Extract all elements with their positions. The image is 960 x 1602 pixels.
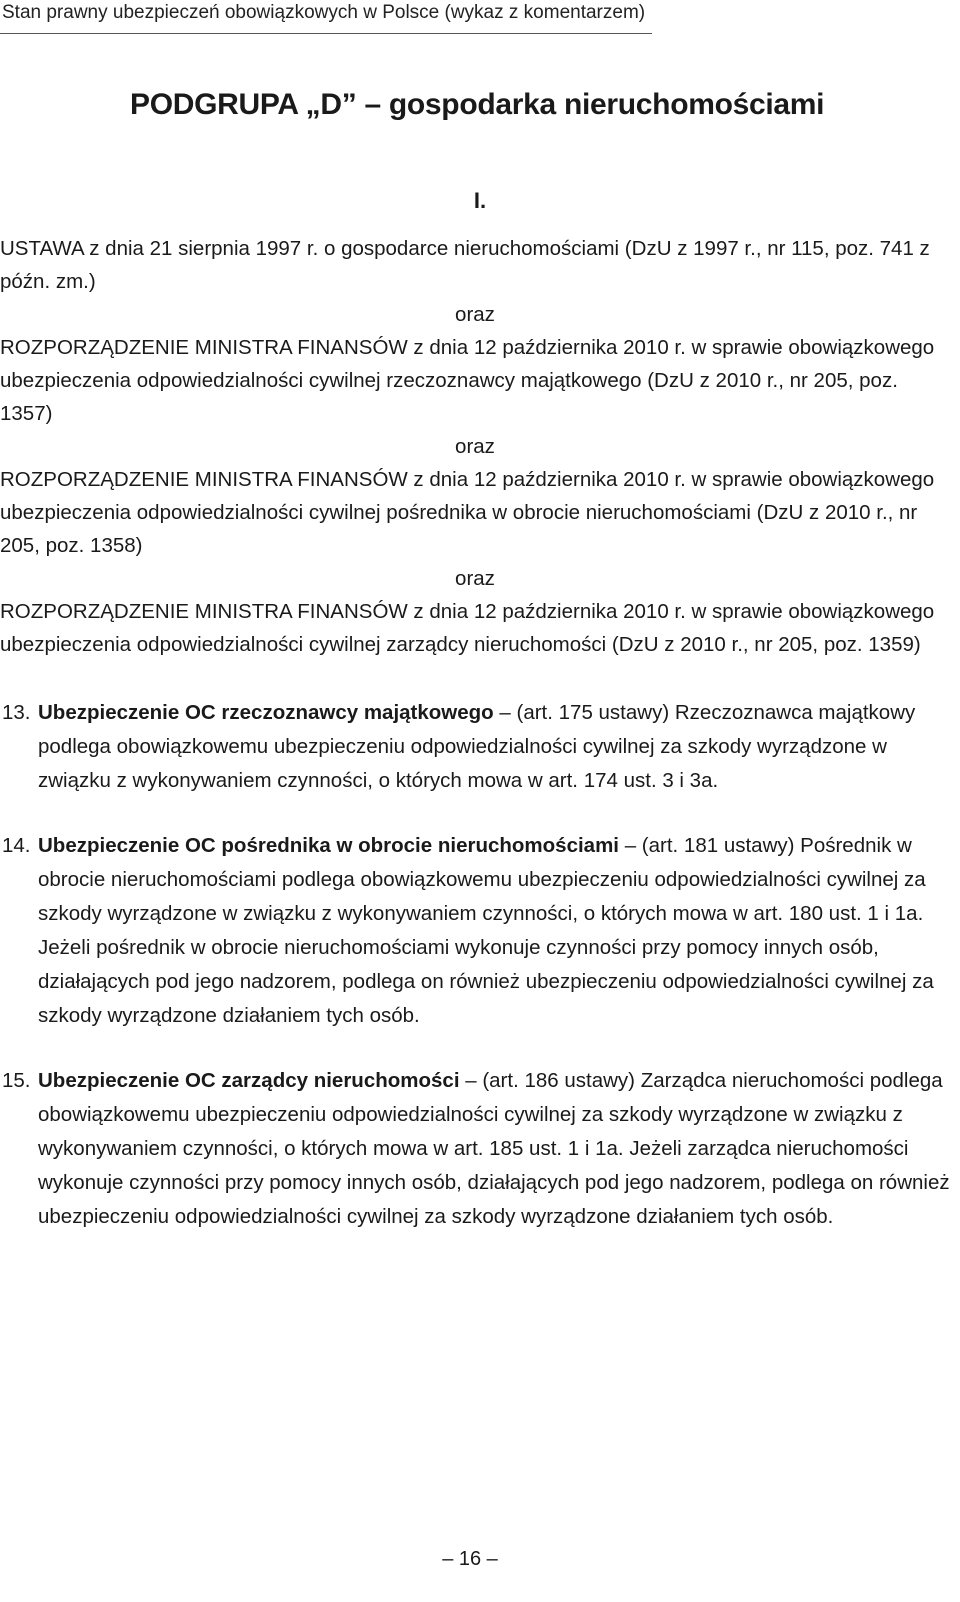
connector-oraz: oraz: [455, 435, 495, 458]
legal-act-rozporzadzenie-zarzadca: ROZPORZĄDZENIE MINISTRA FINANSÓW z dnia 12 października 2010 r. w sprawie obowiązkowego ubezpieczenia odpowiedzialności cywilnej zarządcy nieruchomości (DzU z 2010 r., nr 205, poz. 1359): [0, 600, 935, 656]
item-number: 13.: [2, 701, 31, 724]
page-number: – 16 –: [442, 1548, 498, 1570]
item-body: [38, 696, 950, 798]
insurance-item-13: [0, 696, 950, 798]
chapter-number: I.: [473, 188, 487, 213]
item-body: [38, 829, 950, 1033]
item-number: 15.: [2, 1069, 31, 1092]
item-text: – (art. 175 ustawy) Rzeczoznawca majątkowy podlega obowiązkowemu ubezpieczeniu odpowiedzialności cywilnej za szkody wyrządzone w związku z wykonywaniem czynności, o których mowa w art. 174 ust. 3 i 3a.: [38, 701, 916, 792]
legal-act-ustawa: USTAWA z dnia 21 sierpnia 1997 r. o gospodarce nieruchomościami (DzU z 1997 r., nr 115, poz. 741 z późn. zm.): [0, 237, 930, 293]
legal-acts-list: [0, 232, 950, 661]
item-body: [38, 1064, 950, 1234]
connector-oraz: oraz: [455, 303, 495, 326]
item-name: Ubezpieczenie OC pośrednika w obrocie nieruchomościami: [38, 834, 619, 857]
insurance-item-14: [0, 829, 950, 1033]
item-name: Ubezpieczenie OC rzeczoznawcy majątkowego: [38, 701, 494, 724]
running-header: [0, 0, 652, 34]
legal-act-rozporzadzenie-posrednik: ROZPORZĄDZENIE MINISTRA FINANSÓW z dnia 12 października 2010 r. w sprawie obowiązkowego ubezpieczenia odpowiedzialności cywilnej pośrednika w obrocie nieruchomościami (DzU z 2010 r., nr 205, poz. 1358): [0, 468, 935, 557]
item-text: – (art. 186 ustawy) Zarządca nieruchomości podlega obowiązkowemu ubezpieczeniu odpowiedzialności cywilnej za szkody wyrządzone w związku z wykonywaniem czynności, o których mowa w art. 185 ust. 1 i 1a. Jeżeli zarządca nieruchomości wykonuje czynności przy pomocy innych osób, działających pod jego nadzorem, podlega on również ubezpieczeniu odpowiedzialności cywilnej za szkody wyrządzone działaniem tych osób.: [38, 1069, 950, 1228]
running-header-title: Stan prawny ubezpieczeń obowiązkowych w Polsce (wykaz z komentarzem): [2, 2, 646, 23]
insurance-item-15: [0, 1064, 950, 1234]
item-number: 14.: [2, 834, 31, 857]
item-name: Ubezpieczenie OC zarządcy nieruchomości: [38, 1069, 460, 1092]
section-title: PODGRUPA „D” – gospodarka nieruchomościami: [130, 88, 825, 121]
item-text: – (art. 181 ustawy) Pośrednik w obrocie nieruchomościami podlega obowiązkowemu ubezpieczeniu odpowiedzialności cywilnej za szkody wyrządzone w związku z wykonywaniem czynności, o których mowa w art. 180 ust. 1 i 1a. Jeżeli pośrednik w obrocie nieruchomościami wykonuje czynności przy pomocy innych osób, działających pod jego nadzorem, podlega on również ubezpieczeniu odpowiedzialności cywilnej za szkody wyrządzone działaniem tych osób.: [38, 834, 934, 1027]
connector-oraz: oraz: [455, 567, 495, 590]
insurance-items: [0, 696, 950, 1234]
legal-act-rozporzadzenie-rzeczoznawca: ROZPORZĄDZENIE MINISTRA FINANSÓW z dnia 12 października 2010 r. w sprawie obowiązkowego ubezpieczenia odpowiedzialności cywilnej rzeczoznawcy majątkowego (DzU z 2010 r., nr 205, poz. 1357): [0, 336, 935, 425]
